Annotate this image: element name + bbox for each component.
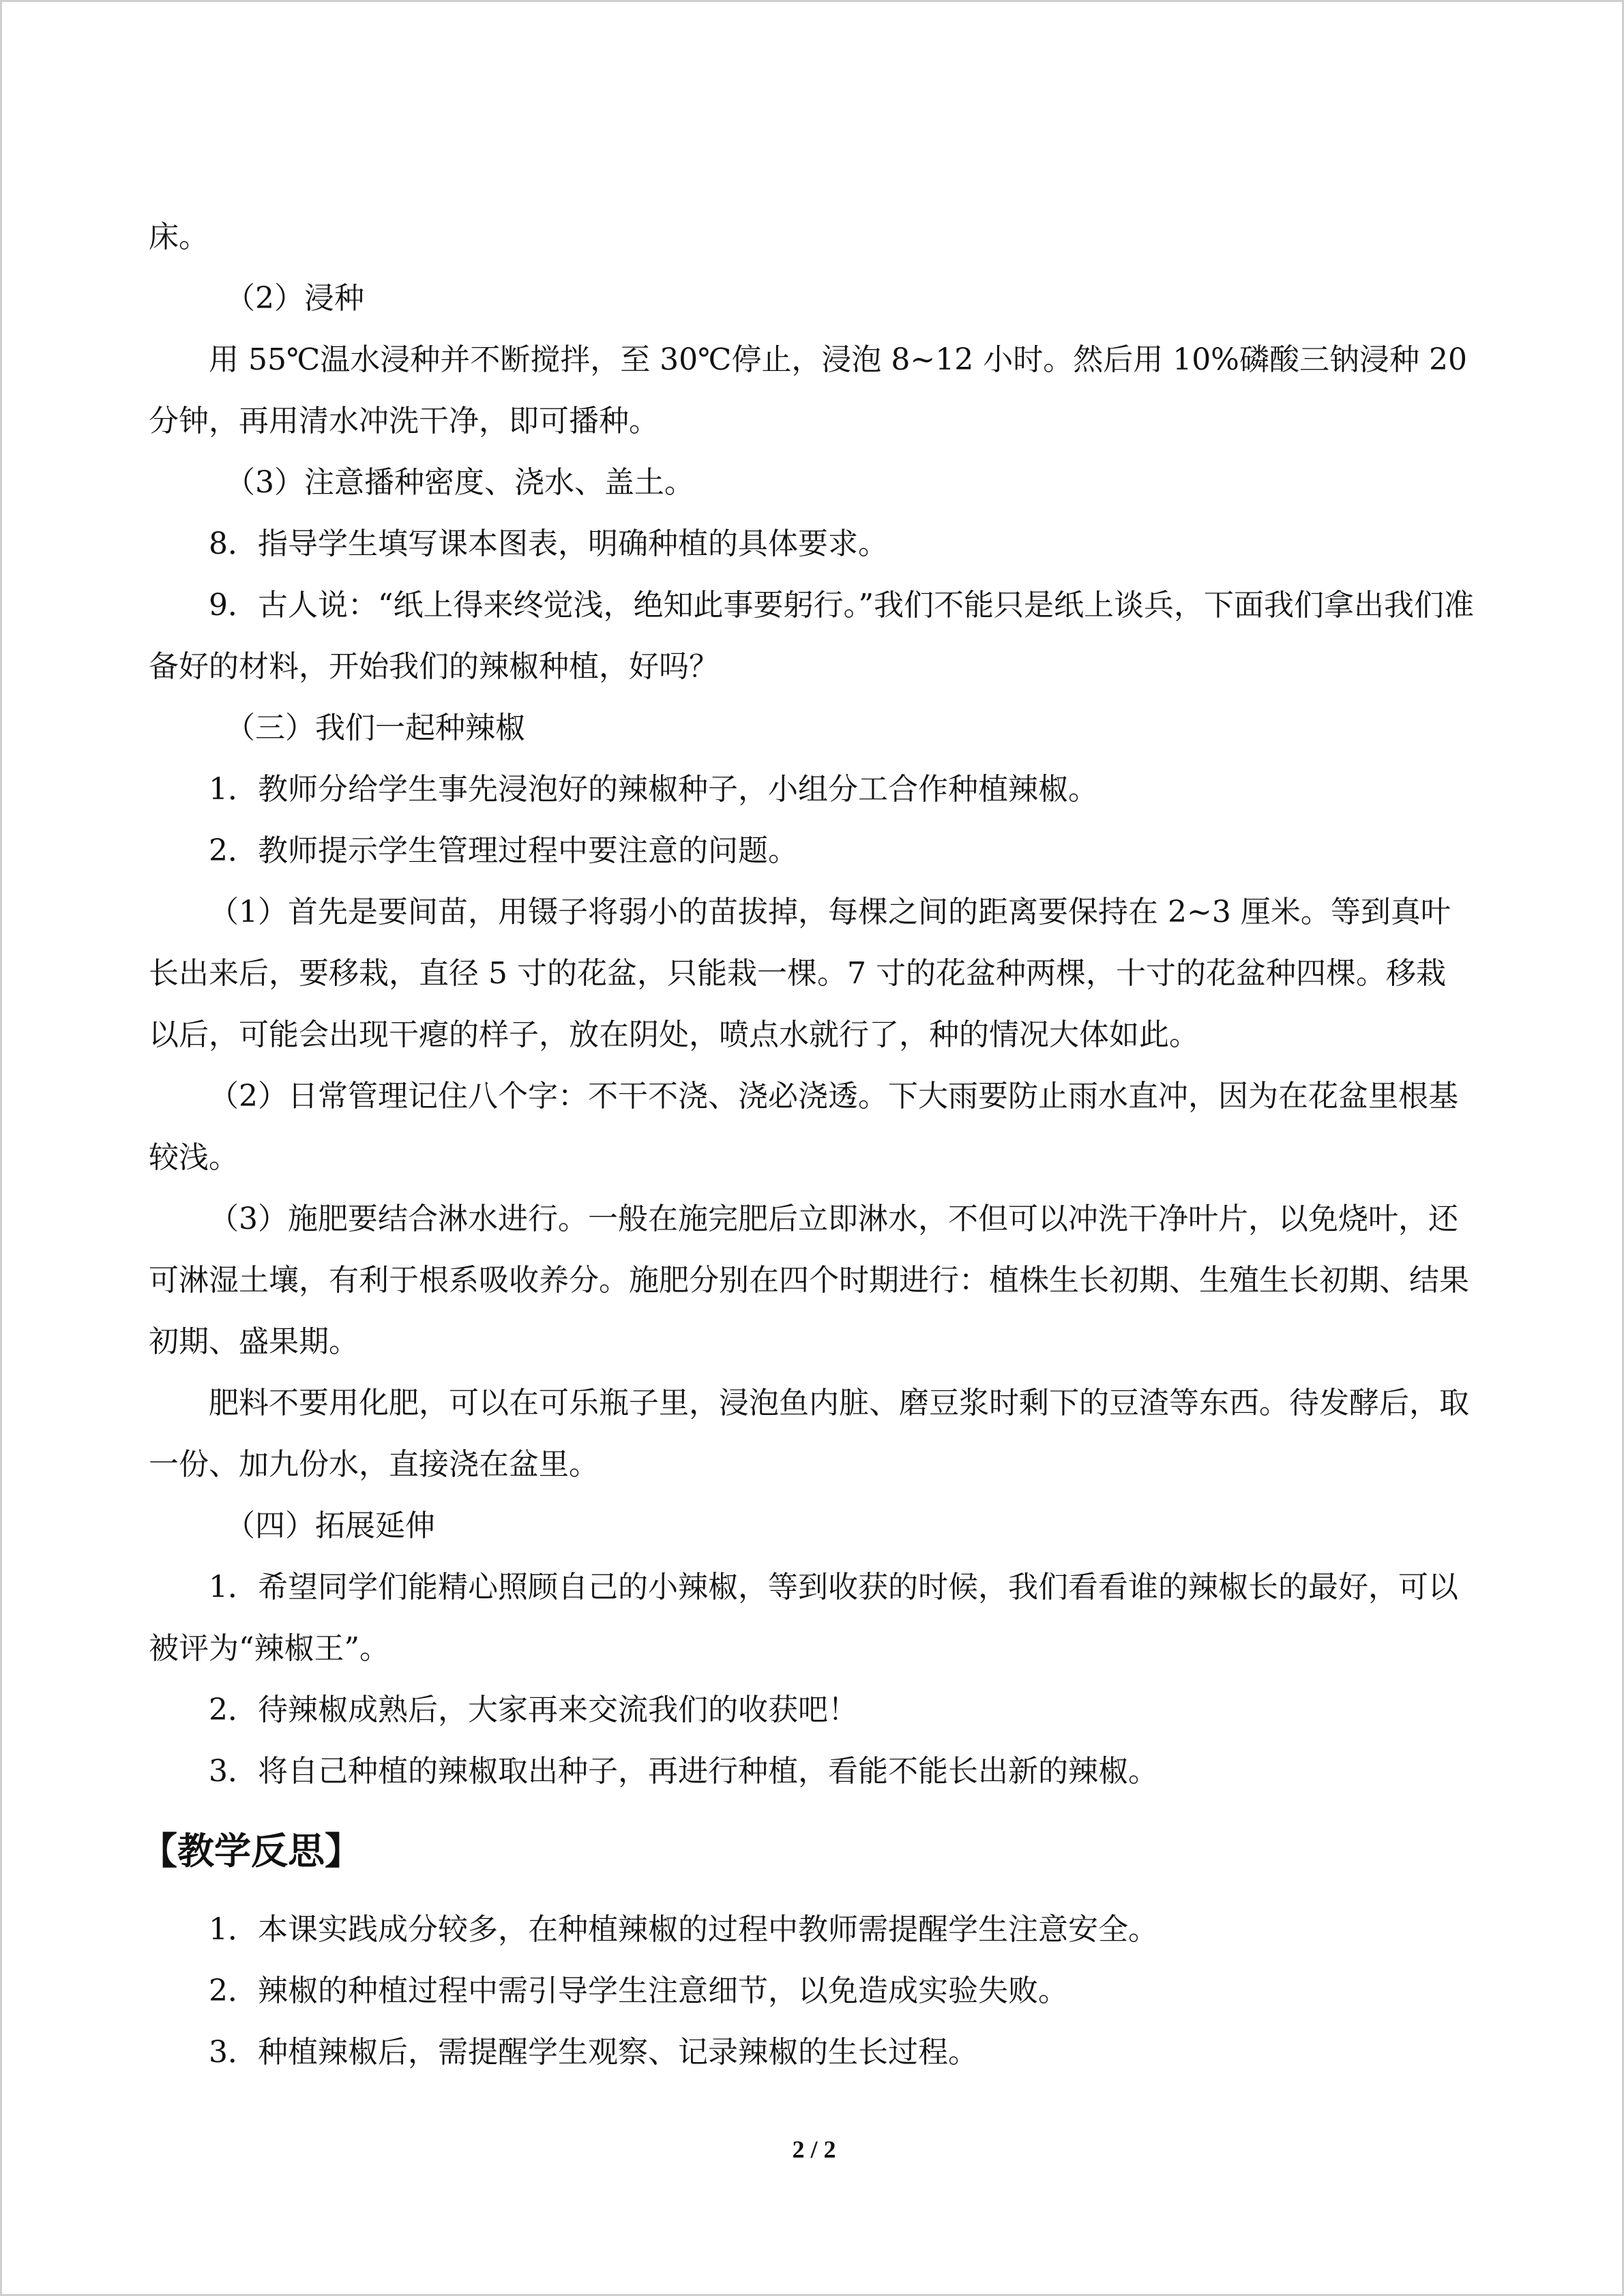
- paragraph-fertilizer-type: 肥料不要用化肥，可以在可乐瓶子里，浸泡鱼内脏、磨豆浆时剩下的豆渣等东西。待发酵后，取一份、加九份水，直接浇在盆里。: [149, 1386, 1469, 1482]
- document-body: [141, 207, 1475, 2083]
- paragraph-extension-item-2: 2．待辣椒成熟后，大家再来交流我们的收获吧！: [209, 1693, 858, 1727]
- paragraph-plant-item-1: 1．教师分给学生事先浸泡好的辣椒种子，小组分工合作种植辣椒。: [209, 772, 1098, 807]
- subheading-sowing-notes: （3）注意播种密度、浇水、盖土。: [225, 465, 694, 500]
- paragraph-thinning: （1）首先是要间苗，用镊子将弱小的苗拔掉，每棵之间的距离要保持在 2~3 厘米。等到真叶长出来后，要移栽，直径 5 寸的花盆，只能栽一棵。7 寸的花盆种两棵，十寸的花盆种四棵。移栽以后，可能会出现干瘪的样子，放在阴处，喷点水就行了，种的情况大体如此。: [149, 895, 1451, 1052]
- paragraph-item-9: 9．古人说：“纸上得来终觉浅，绝知此事要躬行。”我们不能只是纸上谈兵，下面我们拿出我们准备好的材料，开始我们的辣椒种植，好吗？: [149, 588, 1474, 684]
- section-plant-peppers: （三）我们一起种辣椒: [225, 711, 525, 745]
- section-extension: （四）拓展延伸: [225, 1508, 435, 1543]
- paragraph-fertilizing: （3）施肥要结合淋水进行。一般在施完肥后立即淋水，不但可以冲洗干净叶片，以免烧叶，还可淋湿土壤，有利于根系吸收养分。施肥分别在四个时期进行：植株生长初期、生殖生长初期、结果初期、盛果期。: [149, 1202, 1469, 1359]
- page-number: 2 / 2: [792, 2136, 836, 2163]
- paragraph-soaking-method: 用 55℃温水浸种并不断搅拌，至 30℃停止，浸泡 8~12 小时。然后用 10%磷酸三钠浸种 20 分钟，再用清水冲洗干净，即可播种。: [149, 342, 1467, 438]
- paragraph-continuation: 床。: [149, 220, 209, 254]
- paragraph-plant-item-2: 2．教师提示学生管理过程中要注意的问题。: [209, 833, 798, 868]
- paragraph-daily-care: （2）日常管理记住八个字：不干不浇、浇必浇透。下大雨要防止雨水直冲，因为在花盆里根基较浅。: [149, 1079, 1458, 1175]
- reflection-item-1: 1．本课实践成分较多，在种植辣椒的过程中教师需提醒学生注意安全。: [209, 1912, 1158, 1947]
- paragraph-item-8: 8．指导学生填写课本图表，明确种植的具体要求。: [209, 526, 888, 561]
- subheading-soaking-seeds: （2）浸种: [225, 281, 364, 316]
- reflection-item-2: 2．辣椒的种植过程中需引导学生注意细节，以免造成实验失败。: [209, 1973, 1068, 2008]
- section-heading-reflection: 【教学反思】: [141, 1830, 361, 1873]
- paragraph-extension-item-3: 3．将自己种植的辣椒取出种子，再进行种植，看能不能长出新的辣椒。: [209, 1754, 1158, 1789]
- paragraph-extension-item-1: 1．希望同学们能精心照顾自己的小辣椒，等到收获的时候，我们看看谁的辣椒长的最好，可以被评为“辣椒王”。: [149, 1570, 1458, 1666]
- reflection-item-3: 3．种植辣椒后，需提醒学生观察、记录辣椒的生长过程。: [209, 2035, 978, 2070]
